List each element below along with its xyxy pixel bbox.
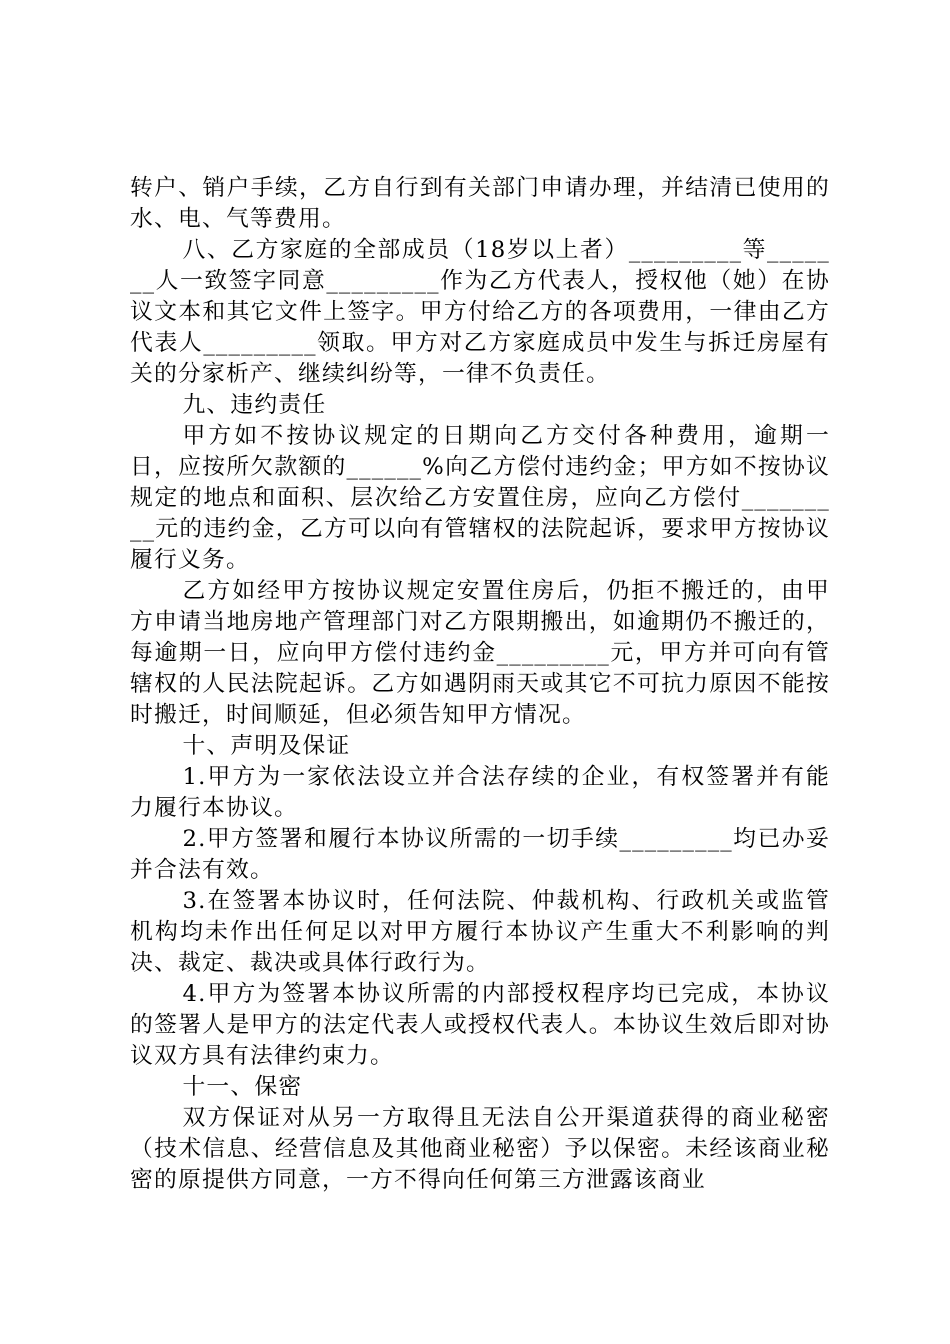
paragraph-section-9-party-a-breach: 甲方如不按协议规定的日期向乙方交付各种费用，逾期一日，应按所欠款额的______%向乙方偿付违约金；甲方如不按协议规定的地点和面积、层次给乙方安置住房，应向乙方偿付_________元的违约金，乙方可以向有管辖权的法院起诉，要求甲方按协议履行义务。 bbox=[130, 423, 830, 573]
paragraph-section-10-item-3: 3.在签署本协议时，任何法院、仲裁机构、行政机关或监管机构均未作出任何足以对甲方履行本协议产生重大不利影响的判决、裁定、裁决或具体行政行为。 bbox=[130, 888, 830, 976]
paragraph-section-10-item-2: 2.甲方签署和履行本协议所需的一切手续_________均已办妥并合法有效。 bbox=[130, 826, 830, 883]
paragraph-section-10-item-4: 4.甲方为签署本协议所需的内部授权程序均已完成，本协议的签署人是甲方的法定代表人或授权代表人。本协议生效后即对协议双方具有法律约束力。 bbox=[130, 981, 830, 1069]
heading-section-9-breach-liability: 九、违约责任 bbox=[182, 392, 327, 418]
paragraph-section-10-item-1: 1.甲方为一家依法设立并合法存续的企业，有权签署并有能力履行本协议。 bbox=[130, 764, 830, 821]
paragraph-section-11-confidentiality: 双方保证对从另一方取得且无法自公开渠道获得的商业秘密（技术信息、经营信息及其他商业秘密）予以保密。未经该商业秘密的原提供方同意，一方不得向任何第三方泄露该商业 bbox=[130, 1105, 830, 1193]
document-page bbox=[130, 173, 830, 1196]
paragraph-transfer-procedures: 转户、销户手续，乙方自行到有关部门申请办理，并结清已使用的水、电、气等费用。 bbox=[130, 175, 830, 232]
heading-section-10-representations: 十、声明及保证 bbox=[182, 733, 351, 759]
heading-section-11-confidentiality: 十一、保密 bbox=[182, 1074, 303, 1100]
paragraph-section-8-family-representative: 八、乙方家庭的全部成员（18岁以上者）_________等_______人一致签字同意_________作为乙方代表人，授权他（她）在协议文本和其它文件上签字。甲方付给乙方的各项费用，一律由乙方代表人_________领取。甲方对乙方家庭成员中发生与拆迁房屋有关的分家析产、继续纠纷等，一律不负责任。 bbox=[130, 237, 830, 387]
paragraph-section-9-party-b-breach: 乙方如经甲方按协议规定安置住房后，仍拒不搬迁的，由甲方申请当地房地产管理部门对乙方限期搬出，如逾期仍不搬迁的，每逾期一日，应向甲方偿付违约金_________元，甲方并可向有管辖权的人民法院起诉。乙方如遇阴雨天或其它不可抗力原因不能按时搬迁，时间顺延，但必须告知甲方情况。 bbox=[130, 578, 830, 728]
